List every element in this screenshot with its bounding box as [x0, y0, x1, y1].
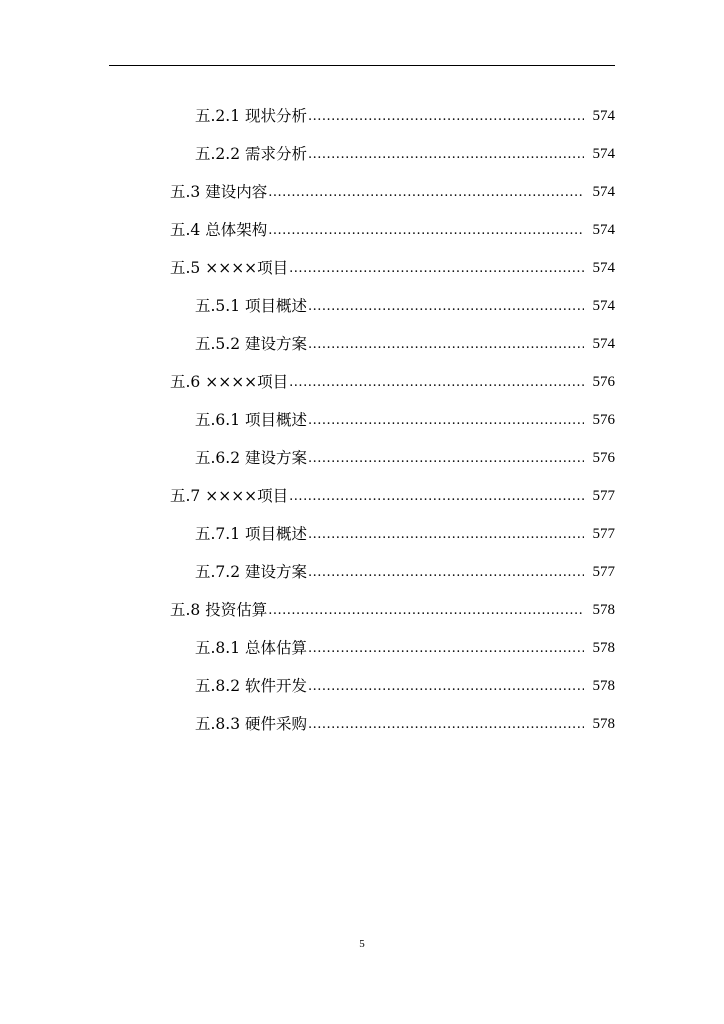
toc-entry-label: 五.7 ××××项目 [170, 487, 289, 505]
toc-leader-dots [308, 288, 584, 326]
toc-entry-page: 578 [592, 602, 615, 618]
toc-leader-dots [308, 668, 584, 706]
toc-entry-label: 五.7.2 建设方案 [195, 563, 308, 581]
toc-entry-label: 五.8.3 硬件采购 [195, 715, 308, 733]
toc-entry[interactable] [0, 515, 724, 553]
toc-leader-dots [268, 174, 584, 212]
table-of-contents [0, 97, 724, 743]
toc-entry-label: 五.6.2 建设方案 [195, 449, 308, 467]
toc-entry-label: 五.8.2 软件开发 [195, 677, 308, 695]
toc-entry-page: 578 [592, 678, 615, 694]
toc-entry-page: 574 [592, 222, 615, 238]
toc-leader-dots [308, 706, 584, 744]
toc-entry[interactable] [0, 97, 724, 135]
toc-entry-label: 五.5.2 建设方案 [195, 335, 308, 353]
toc-entry-label: 五.6 ××××项目 [170, 373, 289, 391]
toc-entry-page: 578 [592, 716, 615, 732]
toc-entry-page: 574 [592, 108, 615, 124]
toc-entry-page: 574 [592, 146, 615, 162]
toc-entry-label: 五.3 建设内容 [170, 183, 268, 201]
page-number: 5 [359, 938, 365, 950]
toc-entry[interactable] [0, 249, 724, 287]
toc-entry-page: 577 [592, 526, 615, 542]
toc-entry[interactable] [0, 629, 724, 667]
toc-leader-dots [289, 478, 584, 516]
toc-entry-page: 574 [592, 298, 615, 314]
toc-entry[interactable] [0, 173, 724, 211]
toc-entry-label: 五.4 总体架构 [170, 221, 268, 239]
toc-entry-page: 577 [592, 488, 615, 504]
toc-entry-page: 574 [592, 260, 615, 276]
toc-entry[interactable] [0, 591, 724, 629]
toc-entry-label: 五.8.1 总体估算 [195, 639, 308, 657]
toc-entry-label: 五.5 ××××项目 [170, 259, 289, 277]
toc-leader-dots [308, 136, 584, 174]
toc-entry[interactable] [0, 667, 724, 705]
toc-entry[interactable] [0, 401, 724, 439]
toc-entry-page: 578 [592, 640, 615, 656]
toc-entry-page: 576 [592, 412, 615, 428]
toc-entry-label: 五.5.1 项目概述 [195, 297, 308, 315]
toc-entry[interactable] [0, 553, 724, 591]
toc-entry-label: 五.6.1 项目概述 [195, 411, 308, 429]
toc-leader-dots [289, 250, 584, 288]
toc-entry[interactable] [0, 211, 724, 249]
toc-leader-dots [308, 402, 584, 440]
toc-entry-page: 574 [592, 336, 615, 352]
toc-entry[interactable] [0, 477, 724, 515]
toc-entry-page: 576 [592, 374, 615, 390]
toc-entry[interactable] [0, 705, 724, 743]
toc-entry[interactable] [0, 325, 724, 363]
toc-entry[interactable] [0, 287, 724, 325]
toc-entry[interactable] [0, 363, 724, 401]
toc-leader-dots [289, 364, 584, 402]
toc-entry-label: 五.7.1 项目概述 [195, 525, 308, 543]
toc-entry-page: 577 [592, 564, 615, 580]
toc-entry-page: 576 [592, 450, 615, 466]
toc-entry-label: 五.2.2 需求分析 [195, 145, 308, 163]
toc-entry[interactable] [0, 439, 724, 477]
toc-entry-page: 574 [592, 184, 615, 200]
toc-leader-dots [268, 212, 584, 250]
toc-leader-dots [308, 440, 584, 478]
toc-entry[interactable] [0, 135, 724, 173]
toc-entry-label: 五.8 投资估算 [170, 601, 268, 619]
toc-leader-dots [308, 326, 584, 364]
toc-leader-dots [308, 98, 584, 136]
toc-leader-dots [308, 630, 584, 668]
toc-leader-dots [308, 516, 584, 554]
toc-entry-label: 五.2.1 现状分析 [195, 107, 308, 125]
toc-leader-dots [268, 592, 584, 630]
header-rule [109, 65, 615, 66]
toc-leader-dots [308, 554, 584, 592]
